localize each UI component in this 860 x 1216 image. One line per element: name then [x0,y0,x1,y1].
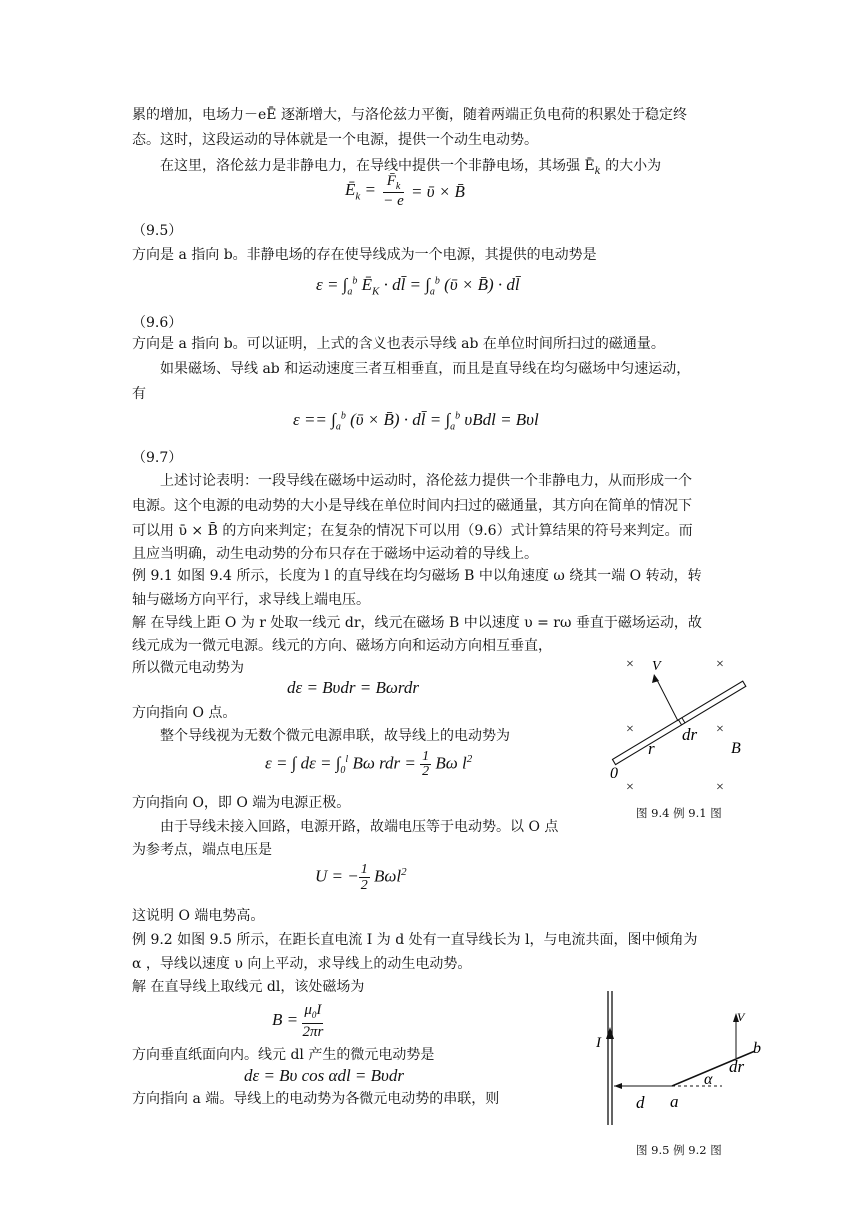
label-a: a [670,1092,679,1111]
b-field-marker: × [716,780,724,795]
text-line: 方向是 a 指向 b。非静电场的存在使导线成为一个电源，其提供的电动势是 [132,247,597,263]
label-r: r [648,739,655,758]
text-line: 且应当明确，动生电动势的分布只存在于磁场中运动着的导线上。 [132,546,538,562]
label-v: V [737,1010,745,1024]
text-line: 线元成为一微元电源。线元的方向、磁场方向和运动方向相互垂直， [132,638,552,654]
text-line: 方向指向 O，即 O 端为电源正极。 [132,795,351,811]
text-line: 上述讨论表明：一段导线在磁场中运动时，洛伦兹力提供一个非静电力，从而形成一个 [160,473,692,489]
b-field-marker: × [716,722,724,737]
equation-U: U = − $\frac{1}{2}$ Bωl$^2$ [315,862,407,893]
equation-9-5: $Ē_k$ = $\frac{F̄_k}{- e}$ = ῡ × B̄ [345,173,465,209]
text-line: 方向指向 O 点。 [132,705,237,721]
label-O: 0 [610,765,618,782]
text-line: 例 9.2 如图 9.5 所示，在距长直电流 I 为 d 处有一直导线长为 l，与电流共面，图中倾角为 [132,932,698,948]
equation-de: dε = Bυdr = Bωrdr [287,678,419,697]
b-field-marker: × [716,657,724,672]
text-line: 方向垂直纸面向内。线元 dl 产生的微元电动势是 [132,1047,435,1063]
text-span: 的大小为 [600,158,662,174]
text-line: 由于导线未接入回路，电源开路，故端电压等于电动势。以 O 点 [160,819,559,835]
text-line: 电源。这个电源的电动势的大小是导线在单位时间内扫过的磁通量，其方向在简单的情况下 [132,498,692,514]
text-line: 例 9.1 如图 9.4 所示，长度为 l 的直导线在均匀磁场 B 中以角速度 ω 绕其一端 O 转动，转 [132,568,702,584]
figure-9-5 [590,985,770,1130]
text-line: 方向指向 a 端。导线上的电动势为各微元电动势的串联，则 [132,1091,500,1107]
text-line: 方向是 a 指向 b。可以证明，上式的含义也表示导线 ab 在单位时间所扫过的磁通量。 [132,336,665,352]
equation-9-7: $\varepsilon == \int_a^b$ (ῡ × B̄) · dl̄ = $\int_a^b$ υBdl = Bυl [293,410,539,433]
equation-9-6: $\varepsilon = \int_a^b$ $Ē_K$ · dl̄ = $\int_a^b$ (ῡ × B̄) · dl̄ [316,275,520,298]
text-line: 累的增加，电场力－eĒ 逐渐增大，与洛伦兹力平衡，随着两端正负电荷的积累处于稳定终 [132,107,687,123]
text-line: 为参考点，端点电压是 [132,842,272,858]
text-line: 所以微元电动势为 [132,660,244,676]
figure-caption: 图 9.5 例 9.2 图 [636,1143,722,1157]
text-line: 解 在导线上距 O 为 r 处取一线元 dr，线元在磁场 B 中以速度 υ = rω 垂直于磁场运动，故 [132,615,702,631]
text-line: 态。这时，这段运动的导体就是一个电源，提供一个动生电动势。 [132,132,538,148]
text-line: 轴与磁场方向平行，求导线上端电压。 [132,592,370,608]
subscript: k [594,165,601,177]
b-field-marker: × [626,722,634,737]
element-mark [682,718,685,723]
equation-integral: ε = ∫ $d\varepsilon = \int_0^l$ Bω rdr = $\frac{1}{2}$ Bω $l^2$ [265,749,473,779]
equation-number: （9.7） [132,450,183,466]
equation-number: （9.5） [132,223,183,239]
text-line: 解 在直导线上取线元 dl，该处磁场为 [132,979,365,995]
velocity-arrow [656,678,678,721]
text-span: 在这里，洛伦兹力是非静电力，在导线中提供一个非静电场，其场强 Ē [160,158,595,174]
equation-de2: dε = Bυ cos αdl = Bυdr [244,1066,404,1085]
text-line: 如果磁场、导线 ab 和运动速度三者互相垂直，而且是直导线在均匀磁场中匀速运动， [160,361,691,377]
label-d: d [636,1093,645,1112]
b-field-marker: × [626,780,634,795]
text-line: 可以用 ῡ × B̄ 的方向来判定；在复杂的情况下可以用（9.6）式计算结果的符号来判定。而 [132,523,693,539]
label-I: I [596,1035,601,1051]
text-line: 这说明 O 端电势高。 [132,908,265,924]
label-B: B [731,740,741,757]
text-line: 整个导线视为无数个微元电源串联，故导线上的电动势为 [160,728,510,744]
equation-number: （9.6） [132,315,183,331]
b-field-marker: × [626,657,634,672]
label-b: b [753,1040,761,1057]
label-dr: dr [729,1057,745,1076]
arrowhead [614,1083,622,1089]
text-line: α ，导线以速度 υ 向上平动，求导线上的动生电动势。 [132,956,472,972]
text-line: 有 [132,386,146,402]
label-dr: dr [682,725,698,744]
label-v: V [652,659,661,674]
label-alpha: α [704,1071,713,1088]
equation-B: B = $\frac{\mu_0I}{2\pi r}$ [272,1002,324,1040]
current-arrow [606,1027,614,1039]
figure-caption: 图 9.4 例 9.1 图 [636,806,722,820]
